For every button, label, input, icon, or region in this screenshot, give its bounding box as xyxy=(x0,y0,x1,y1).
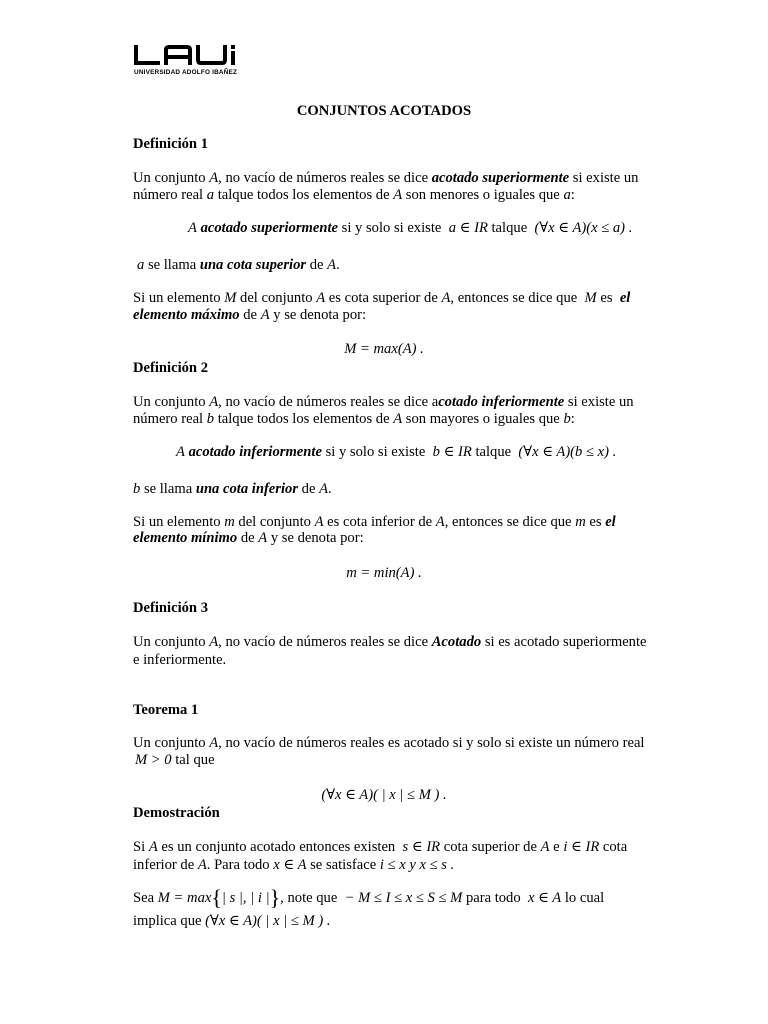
theorem-heading: Teorema 1 xyxy=(133,702,199,718)
def2-line2: número real b talque todos los elementos de A son mayores o iguales que b: xyxy=(133,411,575,427)
theorem-line1: Un conjunto A, no vacío de números reales es acotado si y solo si existe un número real xyxy=(133,735,645,751)
logo-caption: UNIVERSIDAD ADOLFO IBAÑEZ xyxy=(134,69,238,76)
proof-line4: implica que (∀x ∈ A)( | x | ≤ M ) . xyxy=(133,913,331,929)
def3-line1: Un conjunto A, no vacío de números reales se dice Acotado si es acotado superiormente xyxy=(133,634,647,650)
def2-min-formula: m = min(A) . xyxy=(346,565,422,581)
def1-formula: A acotado superiormente si y solo si existe a ∈ IR talque (∀x ∈ A)(x ≤ a) . xyxy=(188,220,633,236)
def2-line1: Un conjunto A, no vacío de números reales se dice acotado inferiormente si existe un xyxy=(133,394,634,410)
theorem-formula: (∀x ∈ A)( | x | ≤ M ) . xyxy=(321,787,447,803)
proof-line1: Si A es un conjunto acotado entonces existen s ∈ IR cota superior de A e i ∈ IR cota xyxy=(133,839,628,855)
def3-heading: Definición 3 xyxy=(133,600,208,616)
proof-line2: inferior de A. Para todo x ∈ A se satisface i ≤ x y x ≤ s . xyxy=(133,857,455,873)
def2-min-line2: elemento mínimo de A y se denota por: xyxy=(133,530,364,546)
def1-line2: número real a talque todos los elementos de A son menores o iguales que a: xyxy=(133,187,575,203)
def1-max-formula: M = max(A) . xyxy=(344,341,424,357)
theorem-line2: M > 0 tal que xyxy=(135,752,215,768)
def2-formula: A acotado inferiormente si y solo si existe b ∈ IR talque (∀x ∈ A)(b ≤ x) . xyxy=(176,444,617,460)
def1-cota: a se llama una cota superior de A. xyxy=(137,257,340,273)
def1-max-line2: elemento máximo de A y se denota por: xyxy=(133,307,367,323)
def2-heading: Definición 2 xyxy=(133,360,208,376)
def1-line1: Un conjunto A, no vacío de números reales se dice acotado superiormente si existe un xyxy=(133,170,639,186)
page-title: CONJUNTOS ACOTADOS xyxy=(296,103,472,119)
def2-min-line1: Si un elemento m del conjunto A es cota inferior de A, entonces se dice que m es el xyxy=(133,514,616,530)
def3-line2: e inferiormente. xyxy=(133,652,227,668)
proof-heading: Demostración xyxy=(133,805,220,821)
def1-max-line1: Si un elemento M del conjunto A es cota superior de A, entonces se dice que M es el xyxy=(133,290,631,306)
def2-cota: b se llama una cota inferior de A. xyxy=(133,481,332,497)
def1-heading: Definición 1 xyxy=(133,136,208,152)
proof-line3: Sea M = max{| s |, | i |}, note que − M ≤ I ≤ x ≤ S ≤ M para todo x ∈ A lo cual xyxy=(133,885,605,910)
